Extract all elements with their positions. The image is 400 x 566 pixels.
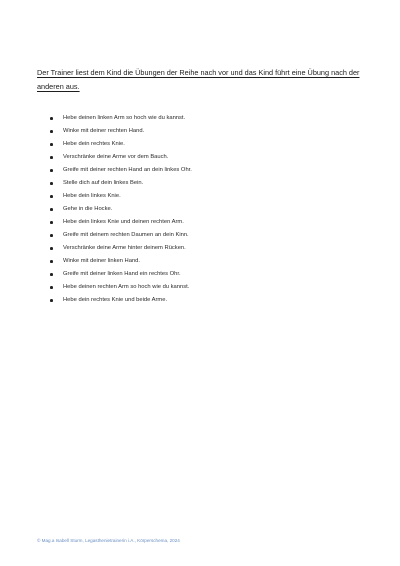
bullet-icon	[50, 221, 53, 224]
bullet-icon	[50, 286, 53, 289]
list-item-text: Winke mit deiner rechten Hand.	[63, 128, 145, 134]
intro-text: Der Trainer liest dem Kind die Übungen der Reihe nach vor und das Kind führt eine Übung nach der anderen aus.	[37, 68, 360, 91]
list-item	[50, 257, 192, 270]
list-item-text: Greife mit deinem rechten Daumen an dein Kinn.	[63, 232, 189, 238]
list-item	[50, 153, 192, 166]
bullet-icon	[50, 182, 53, 185]
list-item	[50, 114, 192, 127]
footer-copyright: © Mag.a Isabell Sturm, Legasthenietrainerin i.A., Körperschema, 2024	[37, 538, 180, 543]
bullet-icon	[50, 169, 53, 172]
list-item-text: Greife mit deiner linken Hand ein rechtes Ohr.	[63, 271, 181, 277]
list-item-text: Hebe dein linkes Knie und deinen rechten Arm.	[63, 219, 184, 225]
list-item-text: Verschränke deine Arme hinter deinem Rücken.	[63, 245, 186, 251]
list-item	[50, 140, 192, 153]
list-item-text: Hebe dein linkes Knie.	[63, 193, 121, 199]
list-item-text: Greife mit deiner rechten Hand an dein linkes Ohr.	[63, 167, 192, 173]
list-item	[50, 270, 192, 283]
bullet-icon	[50, 208, 53, 211]
bullet-icon	[50, 195, 53, 198]
bullet-icon	[50, 247, 53, 250]
exercise-list	[50, 114, 192, 309]
list-item	[50, 205, 192, 218]
bullet-icon	[50, 130, 53, 133]
bullet-icon	[50, 234, 53, 237]
list-item	[50, 166, 192, 179]
list-item-text: Gehe in die Hocke.	[63, 206, 113, 212]
list-item	[50, 179, 192, 192]
list-item	[50, 283, 192, 296]
list-item	[50, 127, 192, 140]
list-item-text: Winke mit deiner linken Hand.	[63, 258, 141, 264]
list-item-text: Verschränke deine Arme vor dem Bauch.	[63, 154, 169, 160]
list-item-text: Stelle dich auf dein linkes Bein.	[63, 180, 144, 186]
list-item	[50, 192, 192, 205]
list-item-text: Hebe dein rechtes Knie und beide Arme.	[63, 297, 168, 303]
list-item	[50, 296, 192, 309]
bullet-icon	[50, 117, 53, 120]
bullet-icon	[50, 299, 53, 302]
bullet-icon	[50, 260, 53, 263]
bullet-icon	[50, 273, 53, 276]
list-item	[50, 231, 192, 244]
list-item-text: Hebe deinen linken Arm so hoch wie du kannst.	[63, 115, 186, 121]
list-item-text: Hebe deinen rechten Arm so hoch wie du kannst.	[63, 284, 190, 290]
list-item	[50, 244, 192, 257]
list-item	[50, 218, 192, 231]
list-item-text: Hebe dein rechtes Knie.	[63, 141, 125, 147]
bullet-icon	[50, 156, 53, 159]
bullet-icon	[50, 143, 53, 146]
